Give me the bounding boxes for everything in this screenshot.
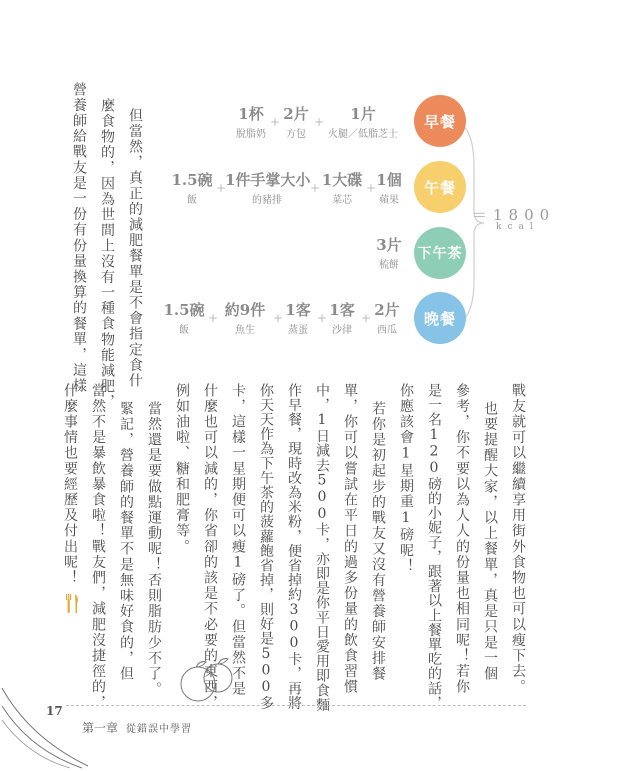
meal-tea-circle xyxy=(414,227,466,279)
right-upper-col-2: 也要提醒大家，以上餐單，真是只是一個 xyxy=(482,401,498,682)
oranges-illustration xyxy=(176,650,238,708)
food-item: 1.5碗 飯 xyxy=(163,301,205,336)
left-text-col-3: 但當然，真正的減肥餐單是不會指定食什 xyxy=(127,108,143,389)
bottom-right-col-5: 你天天作為下午茶的菠蘿飽省掉，則好是500多 xyxy=(258,383,274,711)
food-item: 1片 火腿／低脂芝士 xyxy=(328,105,398,140)
food-item: 1大碟 菜芯 xyxy=(321,171,363,206)
left-text-col-1: 營養師給戰友是一份有份量換算的餐單，這樣 xyxy=(71,82,87,394)
right-upper-col-5: 你應該會1星期重1磅呢！ xyxy=(398,383,414,575)
total-calories: ＝1800 xyxy=(472,206,556,224)
bottom-right-col-6: 卡，這樣一星期便可以瘦1磅了。但當然不是 xyxy=(230,383,246,697)
plus-sign: + xyxy=(216,181,227,195)
food-item: 1杯 脫脂奶 xyxy=(236,105,266,140)
bottom-right-col-2: 單，你可以嘗試在平日的過多份量的飲食習慣 xyxy=(342,383,358,695)
food-item: 1客 蒸蛋 xyxy=(285,301,311,336)
dinner-label: 晚餐 xyxy=(423,309,456,328)
plus-sign: + xyxy=(310,181,321,195)
food-item: 1客 沙律 xyxy=(329,301,355,336)
plus-sign: + xyxy=(317,311,328,325)
lunch-label: 午餐 xyxy=(423,178,456,197)
bottom-left-col-1: 當然還是要做點運動呢！否則脂肪少不了。 xyxy=(146,401,162,698)
food-item: 約9件 魚生 xyxy=(224,301,266,336)
food-item: 3片 梳餅 xyxy=(376,236,402,271)
bottom-left-col-2: 緊記，營養師的餐單不是無味好食的，但 xyxy=(118,401,134,682)
total-unit: kcal xyxy=(496,222,539,232)
cutlery-icon xyxy=(66,594,80,614)
plus-sign: + xyxy=(366,181,377,195)
food-item: 2片 方包 xyxy=(283,105,309,140)
page-number: 17 xyxy=(46,704,63,718)
bottom-right-col-4: 作早餐，現時改為米粉，便省掉約300卡，再將 xyxy=(286,383,302,711)
food-item: 1個 蘋果 xyxy=(376,171,402,206)
breakfast-label: 早餐 xyxy=(423,112,456,131)
bottom-left-col-4: 什麼事情也要經歷及付出呢！ xyxy=(62,383,78,586)
right-upper-col-3: 參考，你不要以為人人的份量也相同呢！若你 xyxy=(454,383,470,695)
banana-illustration xyxy=(0,668,90,771)
meal-lunch-circle xyxy=(414,161,466,213)
meal-dinner-circle xyxy=(414,292,466,344)
food-item: 1件手掌大小 的豬排 xyxy=(225,171,311,206)
plus-sign: + xyxy=(273,311,284,325)
food-item: 2片 西瓜 xyxy=(374,301,400,336)
bottom-right-col-1: 若你是初起步的戰友又沒有營養師安排餐 xyxy=(370,401,386,682)
plus-sign: + xyxy=(208,311,219,325)
bottom-left-col-3: 當然不是暴飲暴食啦！戰友們，減肥沒捷徑的， xyxy=(90,383,106,711)
tea-label: 下午茶 xyxy=(417,246,463,262)
plus-sign: + xyxy=(270,115,281,129)
right-upper-col-1: 戰友就可以繼續享用街外食物也可以瘦下去。 xyxy=(510,383,526,695)
bottom-right-col-8: 例如油啦、糖和肥膏等。 xyxy=(174,383,190,555)
right-upper-col-4: 是一名120磅的小妮子，跟著以上餐單吃的話， xyxy=(426,383,442,711)
plus-sign: + xyxy=(314,115,325,129)
meal-breakfast-circle xyxy=(414,95,466,147)
food-item: 1.5碗 飯 xyxy=(171,171,213,206)
chapter-title: 從錯誤中學習 xyxy=(126,724,192,735)
footer-rule xyxy=(66,705,526,706)
bottom-right-col-3: 中，1日減去500卡，亦即是你平日愛用即食麵 xyxy=(314,383,330,713)
plus-sign: + xyxy=(361,311,372,325)
bottom-right-col-7: 什麼也可以減的，你省卻的該是不必要的東西， xyxy=(202,383,218,711)
left-text-col-2: 麼食物的，因為世間上沒有一種食物能減肥， xyxy=(99,98,115,410)
chapter-number: 第一章 xyxy=(82,721,119,735)
